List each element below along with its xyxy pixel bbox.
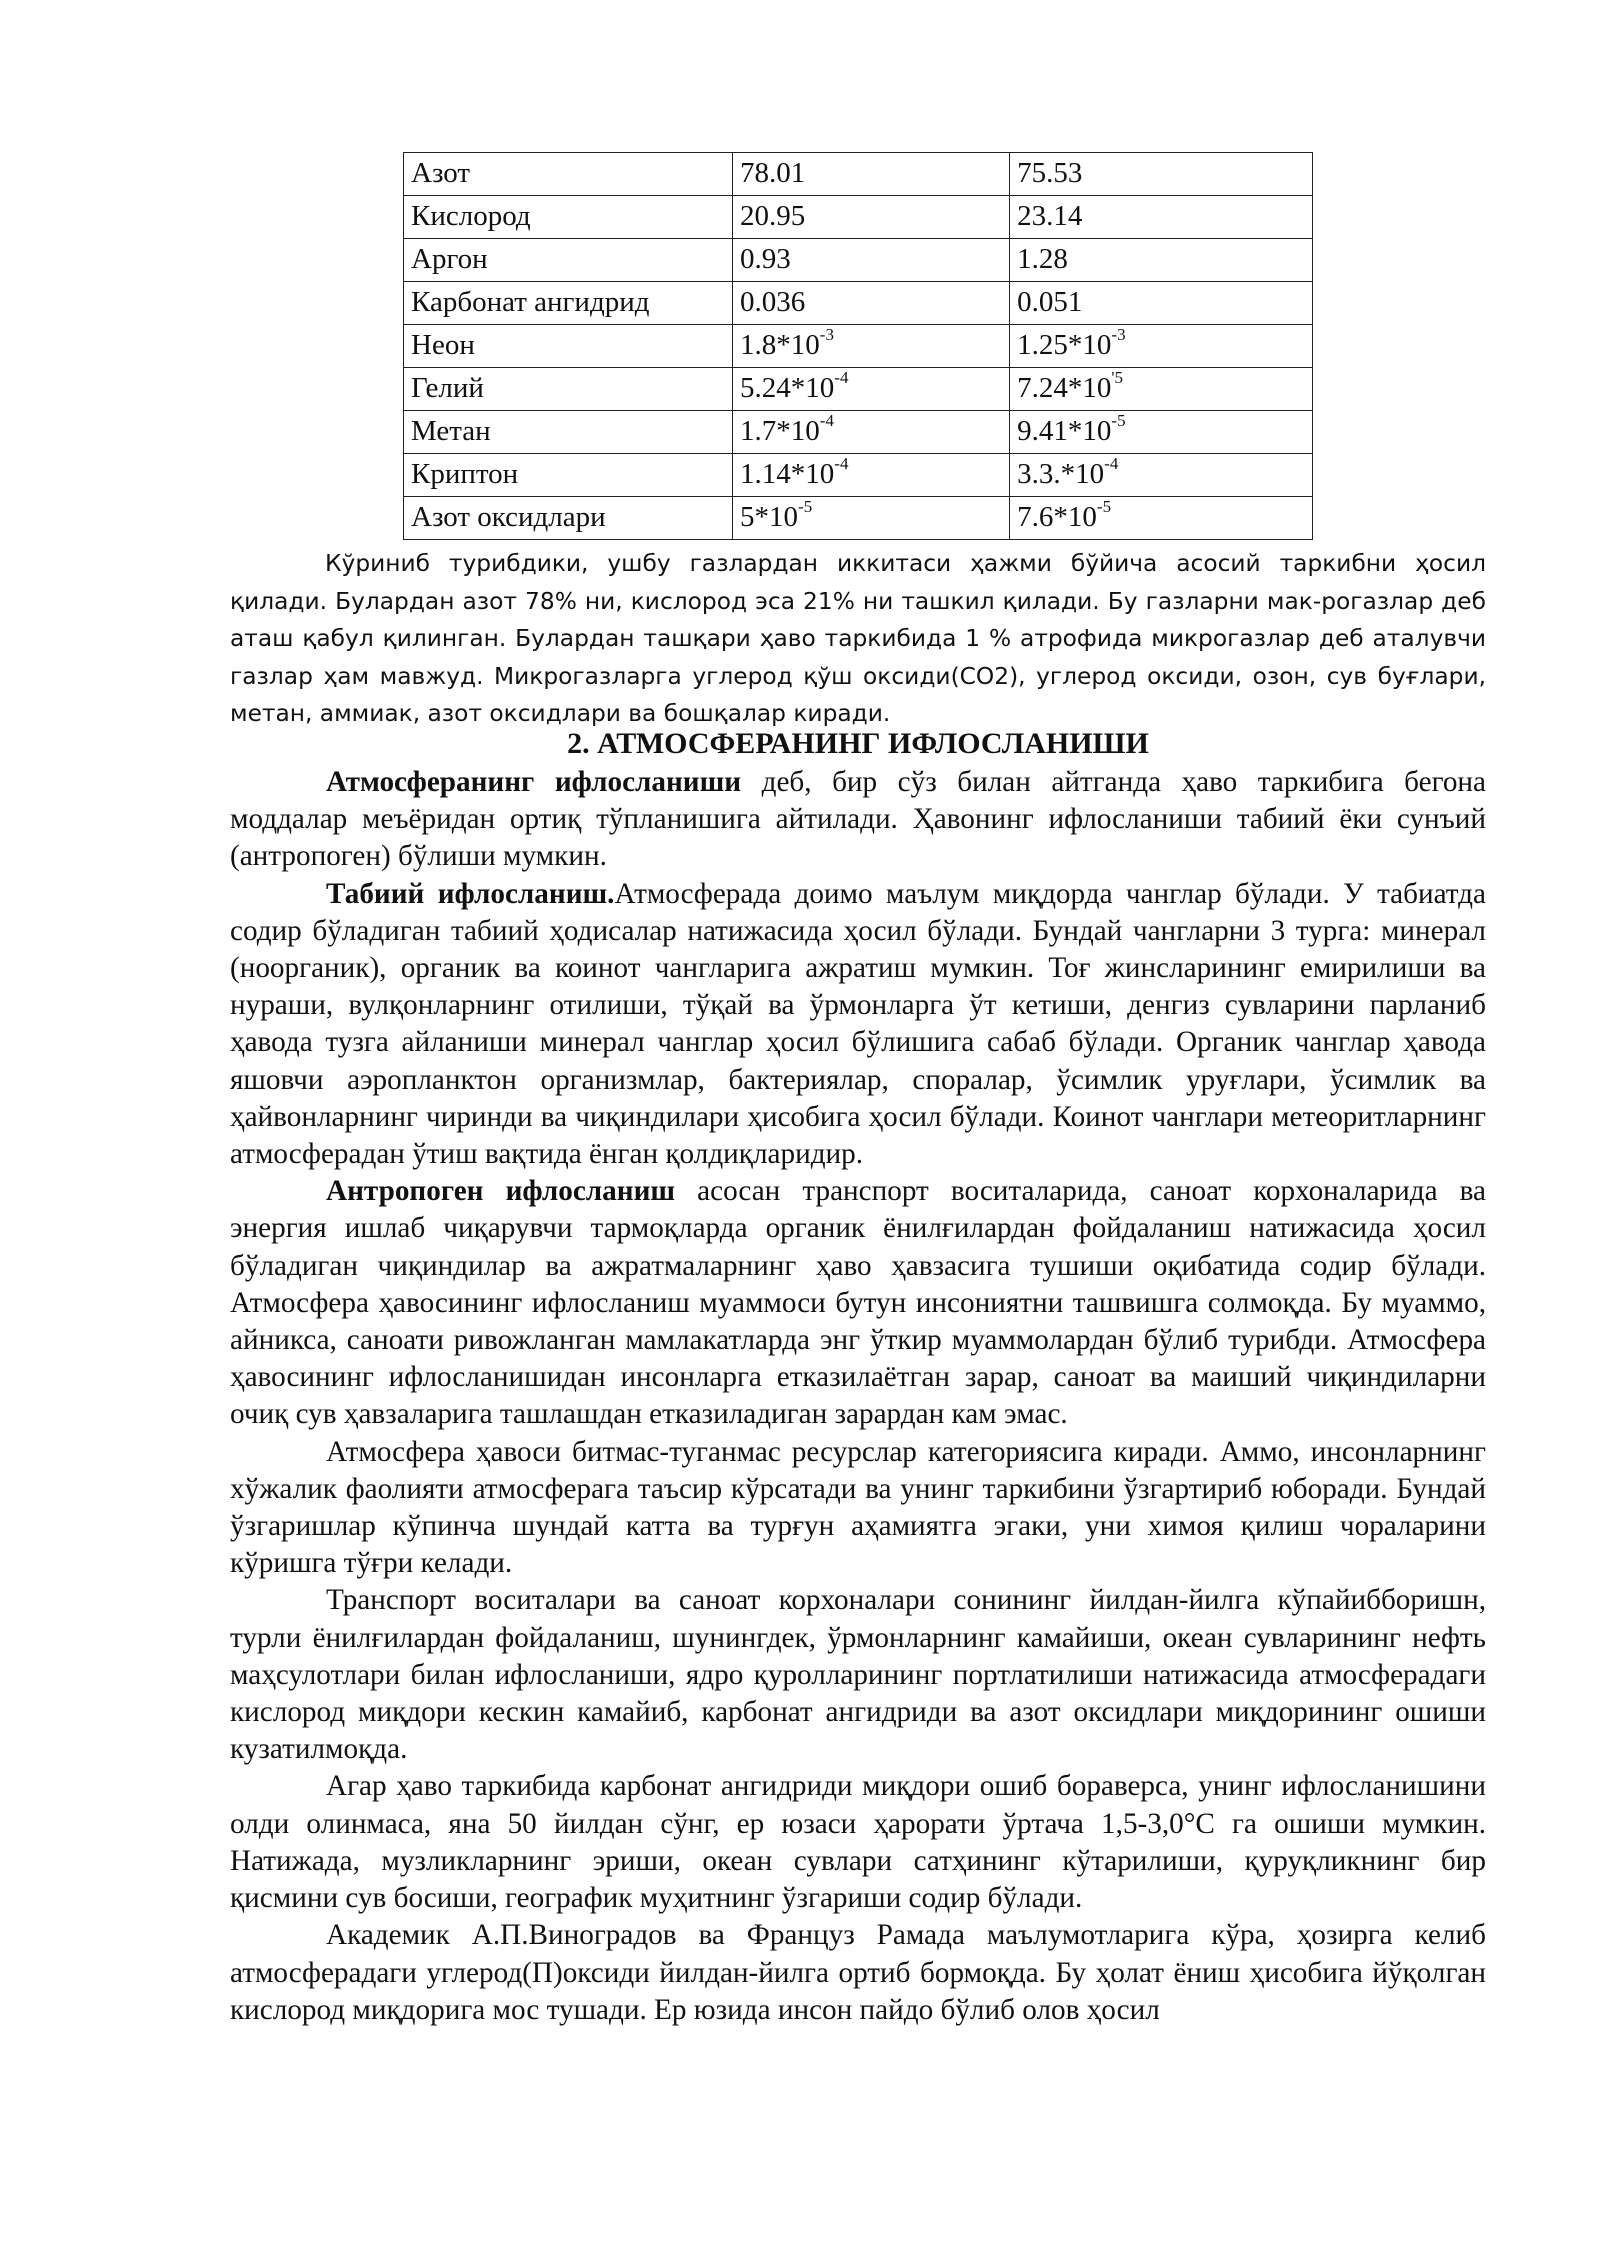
- table-cell: Метан: [404, 411, 733, 454]
- section-heading: 2. АТМОСФЕРАНИНГ ИФЛОСЛАНИШИ: [567, 727, 1149, 760]
- value-base: 7.24*10: [1017, 372, 1112, 404]
- value-exponent: -4: [1104, 454, 1119, 474]
- term-bold: Антропоген ифлосланиш: [326, 1175, 676, 1208]
- paragraph: Академик А.П.Виноградов ва Француз Рамада маълумотларига кўра, ҳозирга келиб атмосферадаги углерод(П)оксиди йилдан-йилга ортиб бормоқда. Бу ҳолат ёниш ҳисобига йўқолган кислород миқдорига мос тушади. Ер юзида инсон пайдо бўлиб олов ҳосил: [230, 1919, 1486, 2026]
- table-cell: Кислород: [404, 196, 733, 239]
- value-base: 1.14*10: [740, 458, 835, 490]
- term-bold: Табиий ифлосланиш.: [326, 877, 615, 910]
- value-base: 9.41*10: [1017, 415, 1112, 447]
- table-row: [404, 153, 1313, 196]
- gas-note-paragraph: Кўриниб турибдики, ушбу газлардан иккитаси ҳажми бўйича асосий таркибни ҳосил қилади. Булардан азот 78% ни, кислород эса 21% ни ташкил қилади. Бу газларни мак-рогазлар деб аташ қабул қилинган. Булардан ташқари ҳаво таркибида 1 % атрофида микрогазлар деб аталувчи газлар ҳам мавжуд. Микрогазларга углерод қўш оксиди(СО2), углерод оксиди, озон, сув буғлари, метан, аммиак, азот оксидлари ва бошқалар киради.: [230, 550, 1486, 727]
- table-row: [404, 497, 1313, 540]
- value-base: 1.8*10: [740, 329, 820, 361]
- table-row: [404, 368, 1313, 411]
- table-cell: Карбонат ангидрид: [404, 282, 733, 325]
- table-cell: 0.93: [733, 239, 1010, 282]
- value-exponent: -5: [798, 497, 813, 517]
- table-cell: 75.53: [1010, 153, 1313, 196]
- paragraph-text: асосан транспорт воситаларида, саноат корхоналарида ва энергия ишлаб чиқарувчи тармоқларда органик ёнилғилардан фойдаланиш натижасида ҳосил бўладиган чиқиндилар ва ажратмаларнинг ҳаво ҳавзасига тушиши оқибатида содир бўлади. Атмосфера ҳавосининг ифлосланиш муаммоси бутун инсониятни ташвишга солмоқда. Бу муаммо, айникса, саноати ривожланган мамлакатларда энг ўткир муаммолардан бўлиб турибди. Атмосфера ҳавосининг ифлосланишидан инсонларга етказилаётган зарар, саноат ва маиший чиқиндиларни очиқ сув ҳавзаларига ташлашдан етказиладиган зарардан кам эмас.: [230, 1175, 1487, 1431]
- table-cell: 78.01: [733, 153, 1010, 196]
- table-cell: 20.95: [733, 196, 1010, 239]
- value-exponent: -4: [834, 454, 849, 474]
- value-exponent: -3: [819, 325, 834, 345]
- table-cell: [733, 497, 1010, 540]
- value-base: 1.7*10: [740, 415, 820, 447]
- paragraph-text: Атмосферада доимо маълум миқдорда чанглар бўлади. У табиатда содир бўладиган табиий ҳодисалар натижасида ҳосил бўлади. Бундай чангларни 3 турга: минерал (ноорганик), органик ва коинот чангларига ажратиш мумкин. Тоғ жинсларининг емирилиши ва нураши, вулқонларнинг отилиши, тўқай ва ўрмонларга ўт кетиши, денгиз сувларини парланиб ҳавода тузга айланиши минерал чанглар ҳосил бўлишига сабаб бўлади. Органик чанглар ҳавода яшовчи аэропланктон организмлар, бактериялар, споралар, ўсимлик уруғлари, ўсимлик ва ҳайвонларнинг чиринди ва чиқиндилари ҳисобига ҳосил бўлади. Коинот чанглари метеоритларнинг атмосферадан ўтиш вақтида ёнган қолдиқларидир.: [230, 877, 1486, 1171]
- paragraph: [230, 1173, 1486, 1433]
- paragraph: Атмосфера ҳавоси битмас-туганмас ресурслар категориясига киради. Аммо, инсонларнинг хўжалик фаолияти атмосферага таъсир кўрсатади ва унинг таркибини ўзгартириб юборади. Бундай ўзгаришлар кўпинча шундай катта ва турғун аҳамиятга эгаки, уни химоя қилиш чораларини кўришга тўғри келади.: [230, 1435, 1486, 1580]
- paragraph: Агар ҳаво таркибида карбонат ангидриди миқдори ошиб бораверса, унинг ифлосланишини олди олинмаса, яна 50 йилдан сўнг, ер юзаси ҳарорати ўртача 1,5-3,0°С га ошиши мумкин. Натижада, музликларнинг эриши, океан сувлари сатҳининг кўтарилиши, қуруқликнинг бир қисмини сув босиши, географик муҳитнинг ўзгариши содир бўлади.: [230, 1770, 1486, 1915]
- table-cell: 0.051: [1010, 282, 1313, 325]
- table-row: [404, 411, 1313, 454]
- paragraph-text: деб, бир сўз билан айтганда ҳаво таркибига бегона моддалар меъёридан ортиқ тўпланишига айтилади. Ҳавонинг ифлосланиши табиий ёки сунъий (антропоген) бўлиши мумкин.: [230, 766, 1486, 873]
- table-cell: 0.036: [733, 282, 1010, 325]
- table-cell: 23.14: [1010, 196, 1313, 239]
- table-cell: [733, 325, 1010, 368]
- table-cell: [733, 368, 1010, 411]
- table-cell: Гелий: [404, 368, 733, 411]
- value-base: 5.24*10: [740, 372, 835, 404]
- value-exponent: '5: [1111, 368, 1123, 388]
- paragraph: [230, 764, 1486, 876]
- term-bold: Атмосферанинг ифлосланиши: [326, 766, 742, 798]
- table-row: [404, 325, 1313, 368]
- table-cell: [1010, 325, 1313, 368]
- paragraph: Транспорт воситалари ва саноат корхоналари сонининг йилдан-йилга кўпайибборишн, турли ёнилғилардан фойдаланиш, шунингдек, ўрмонларнинг камайиши, океан сувларининг нефть маҳсулотлари билан ифлосланиши, ядро қуролларининг портлатилиши натижасида атмосферадаги кислород миқдори кескин камайиб, карбонат ангидриди ва азот оксидлари миқдорининг ошиши кузатилмоқда.: [230, 1584, 1486, 1766]
- table-cell: [1010, 368, 1313, 411]
- paragraph: [230, 876, 1486, 1174]
- table-row: [404, 196, 1313, 239]
- table-cell: [1010, 454, 1313, 497]
- gas-composition-table: [403, 152, 1313, 540]
- value-exponent: -4: [834, 368, 849, 388]
- table-row: [404, 239, 1313, 282]
- table-cell: Криптон: [404, 454, 733, 497]
- table-cell: Неон: [404, 325, 733, 368]
- table-cell: [1010, 411, 1313, 454]
- value-exponent: -4: [819, 411, 834, 431]
- value-base: 5*10: [740, 501, 799, 533]
- value-exponent: -3: [1111, 325, 1126, 345]
- table-cell: Азот оксидлари: [404, 497, 733, 540]
- table-cell: [733, 454, 1010, 497]
- table-row: [404, 454, 1313, 497]
- table-cell: [1010, 497, 1313, 540]
- table-row: [404, 282, 1313, 325]
- table-cell: Азот: [404, 153, 733, 196]
- table-cell: 1.28: [1010, 239, 1313, 282]
- value-base: 3.3.*10: [1017, 458, 1105, 490]
- value-base: 1.25*10: [1017, 329, 1112, 361]
- section-body: [230, 764, 1486, 2029]
- value-base: 7.6*10: [1017, 501, 1097, 533]
- value-exponent: -5: [1111, 411, 1126, 431]
- table-cell: Аргон: [404, 239, 733, 282]
- table-cell: [733, 411, 1010, 454]
- value-exponent: -5: [1096, 497, 1112, 517]
